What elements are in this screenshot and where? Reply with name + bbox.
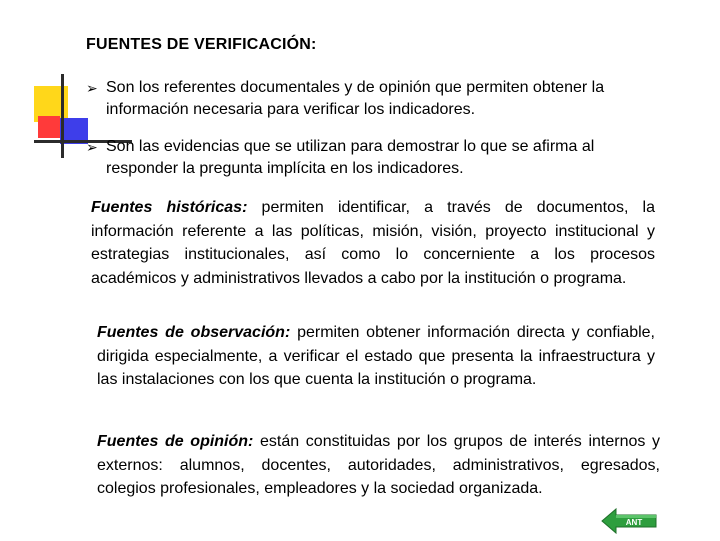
bullet-arrow-icon: ➢ [86, 139, 98, 155]
paragraph-historical-sources [91, 196, 655, 290]
ant-label: ANT [625, 518, 643, 527]
arrow-left-icon [600, 506, 660, 536]
paragraph-text: permiten obtener información directa y confiable, dirigida especialmente, a verificar el estado que presenta la infraestructura y las instalaciones con los que cuenta la institución o programa. [97, 324, 655, 388]
decor-vertical-line [61, 74, 64, 158]
bullet-text: Son las evidencias que se utilizan para demostrar lo que se afirma al responder la pregunta implícita en los indicadores. [106, 138, 595, 177]
paragraph-opinion-sources [97, 430, 660, 501]
bullet-item [86, 77, 656, 121]
paragraph-term: Fuentes históricas: [91, 199, 248, 216]
decor-red-square [38, 116, 60, 138]
paragraph-observation-sources [97, 321, 655, 392]
paragraph-text: permiten identificar, a través de documentos, la información referente a las políticas, misión, visión, proyecto institucional y estrategias institucionales, así como lo concerniente a los procesos académicos y administrativos llevados a cabo por la institución o programa. [91, 199, 656, 287]
bullet-arrow-icon: ➢ [86, 80, 98, 96]
paragraph-term: Fuentes de opinión: [97, 433, 254, 450]
paragraph-term: Fuentes de observación: [97, 324, 291, 341]
bullet-text: Son los referentes documentales y de opinión que permiten obtener la información necesaria para verificar los indicadores. [106, 79, 605, 118]
page-title: FUENTES DE VERIFICACIÓN: [86, 36, 317, 53]
paragraph-text: están constituidas por los grupos de interés internos y externos: alumnos, docentes, autoridades, administrativos, egresados, colegios profesionales, empleadores y la sociedad organizada. [97, 433, 660, 497]
previous-slide-button[interactable] [600, 506, 660, 536]
bullet-item [86, 136, 656, 180]
